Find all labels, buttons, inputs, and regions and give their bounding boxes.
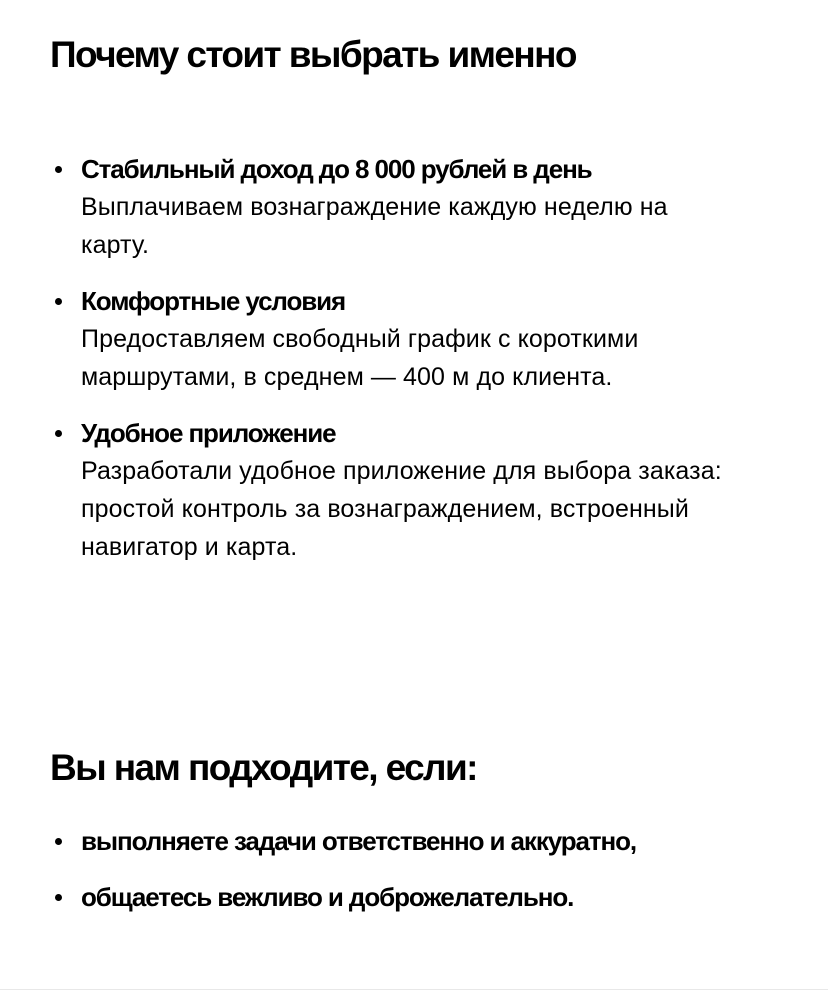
bullet-icon (55, 430, 62, 437)
benefit-desc-app: Разработали удобное приложение для выбора заказа: простой контроль за вознаграждением, встроенный навигатор и карта. (81, 457, 722, 561)
benefit-title-app: Удобное приложение (81, 418, 336, 448)
cropped-text-line (50, 78, 350, 86)
bullet-icon (55, 298, 62, 305)
requirement-polite: общаетесь вежливо и доброжелательно. (81, 882, 574, 912)
list-item (50, 150, 810, 264)
list-item (50, 414, 810, 566)
benefit-desc-income: Выплачиваем вознаграждение каждую неделю на карту. (81, 193, 668, 259)
benefits-list (50, 150, 810, 566)
bullet-icon (55, 838, 62, 845)
requirement-responsible: выполняете задачи ответственно и аккуратно, (81, 826, 637, 856)
list-item (50, 822, 810, 860)
bullet-icon (55, 166, 62, 173)
benefit-title-conditions: Комфортные условия (81, 286, 346, 316)
benefit-title-income: Стабильный доход до 8 000 рублей в день (81, 154, 592, 184)
section-heading-why-us: Почему стоит выбрать именно (50, 34, 576, 75)
divider (0, 989, 828, 990)
list-item (50, 282, 810, 396)
benefit-desc-conditions: Предоставляем свободный график с короткими маршрутами, в среднем — 400 м до клиента. (81, 325, 639, 391)
requirements-list (50, 822, 810, 916)
bullet-icon (55, 894, 62, 901)
section-heading-requirements: Вы нам подходите, если: (50, 747, 477, 788)
list-item (50, 878, 810, 916)
